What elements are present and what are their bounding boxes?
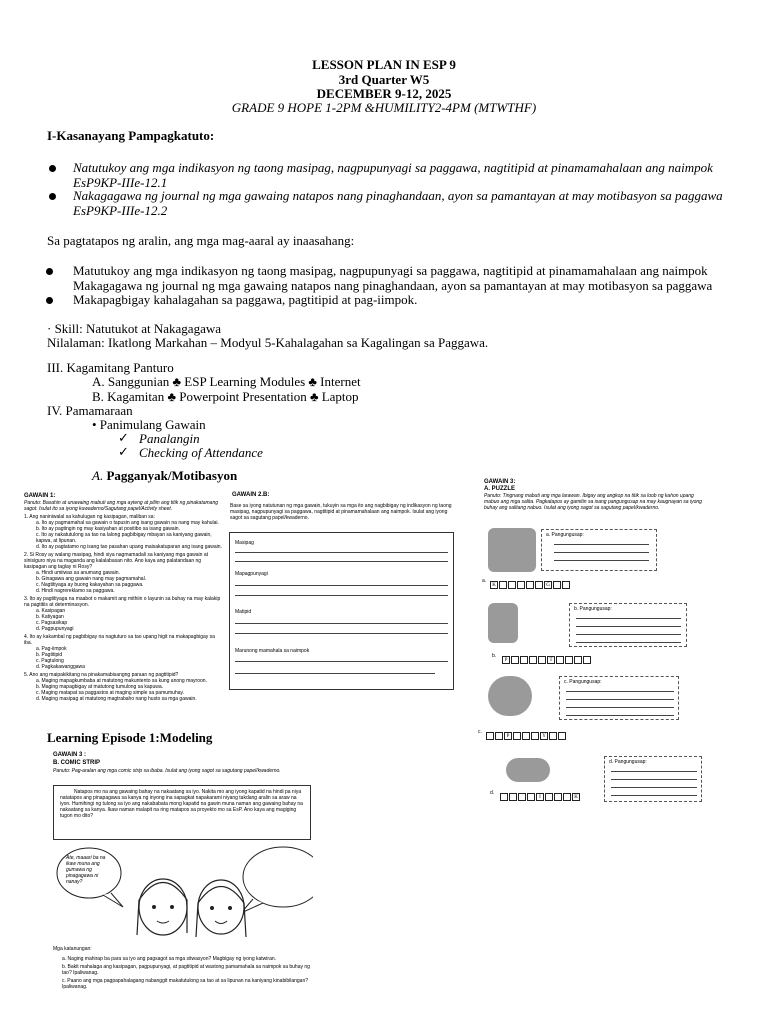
- puzzle-box: [556, 656, 564, 664]
- option: b. Maging mapagbigay at matutong tumulong sa kapuwa.: [36, 684, 164, 690]
- objective-1: [73, 263, 763, 293]
- puzzle-box: [562, 581, 570, 589]
- puzzle-box: P: [504, 732, 512, 740]
- puzzle-box: [495, 732, 503, 740]
- gawain-1-panuto: Panuto: Basahin at unawaing mabuti ang mga ayteng at piliin ang titik ng pinakatamang sagot. Isulat ito sa iyong kuwaderno/Sagutang papel/Activity sheet.: [24, 500, 219, 512]
- puzzle-box: [554, 793, 562, 801]
- pagganyak-heading: [92, 468, 237, 483]
- option: a. Hindi umiiwas sa anumang gawain.: [36, 570, 120, 576]
- check-icon: ✓: [118, 444, 129, 459]
- gawain-1-title: GAWAIN 1:: [24, 493, 56, 499]
- competency-2-code: EsP9KP-IIIe-12.2: [73, 203, 168, 218]
- answer-line: [576, 642, 681, 643]
- puzzle-box: [508, 581, 516, 589]
- competency-1-text: Natutukoy ang mga indikasyon ng taong masipag, nagpupunyagi sa paggawa, nagtitipid at pinamamahalaan ang naimpok: [73, 160, 713, 175]
- header-line-1: LESSON PLAN IN ESP 9: [312, 57, 456, 72]
- objective-2: Makapagbigay kahalagahan sa paggawa, pagtitipid at pag-iimpok.: [73, 292, 418, 307]
- girl-face-right: [198, 880, 244, 934]
- questions-heading: Mga katanungan:: [53, 946, 92, 952]
- answer-line: [576, 634, 681, 635]
- answer-line: [611, 787, 697, 788]
- check-icon: ✓: [118, 430, 129, 445]
- puzzle-box: [486, 732, 494, 740]
- answer-line: [566, 691, 674, 692]
- puzzle-box: [517, 581, 525, 589]
- puzzle-box: [553, 581, 561, 589]
- puzzle-box: [511, 656, 519, 664]
- gawain-3b-sub: B. COMIC STRIP: [53, 760, 101, 766]
- answer-line: [235, 623, 448, 624]
- kagamitan-b: B. Kagamitan ♣ Powerpoint Presentation ♣ Laptop: [92, 389, 359, 404]
- puzzle-box: [535, 581, 543, 589]
- option: b. Katiyagan: [36, 614, 64, 620]
- door-image: [488, 603, 518, 643]
- story-box: [53, 785, 311, 840]
- answer-line: [611, 771, 697, 772]
- question-b: b. Bakit mahalaga ang kasipagan, pagpupunyagi, at pagtitipid at wastong pamamahala sa naimpok sa buhay ng tao? Ipaliwanag.: [62, 964, 310, 976]
- gawain-2-answer-box: [229, 532, 454, 690]
- puzzle-box: [538, 656, 546, 664]
- header-line-3: DECEMBER 9-12, 2025: [316, 86, 452, 101]
- piggy-bank-image: [506, 758, 550, 782]
- puzzle-box: [518, 793, 526, 801]
- puzzle-box: [522, 732, 530, 740]
- sentence-box-c: [559, 676, 679, 720]
- gawain-1-q1: 1. Ang naniniwalal sa kahulugan ng kasipagan, maliban sa:: [24, 514, 155, 520]
- gawain-2-panuto: Base sa iyong natutunan ng mga gawain, tukuyin sa mga ito ang nagbibigay ng indikasyon ng taong masipag, nagpupunyagi sa paggawa, nagtitipid at pinamamahalaan ang naimpok. Isulat ang iyong sagot sa sagutang papel/kwaderno.: [230, 503, 452, 521]
- answer-line: [566, 699, 674, 700]
- puzzle-box: [509, 793, 517, 801]
- answer-line: [611, 795, 697, 796]
- worker-image: [488, 528, 536, 572]
- pagganyak-letter: A.: [92, 468, 104, 483]
- gawain-1-q5-options: [24, 678, 224, 702]
- gawain-1-q1-options: [24, 520, 224, 550]
- panalangin: Panalangin: [139, 431, 200, 446]
- answer-line: [566, 707, 674, 708]
- answer-line: [554, 552, 649, 553]
- puzzle-box: [563, 793, 571, 801]
- bubble-text: Ate, maaari ba na ikaw muna ang gumawa ng pinagagawa ni nanay?: [66, 855, 106, 885]
- answer-line: [235, 552, 448, 553]
- gawain-1-q3: 3. Ito ay pagtitiyaga na maabot o makamit ang mithiin o layunin sa buhay na may kalakip na pagtitiis at determinasyon.: [24, 596, 221, 608]
- option: d. Maging masipag at matutong magtrabaho nang husto sa mga gawain.: [36, 696, 197, 702]
- option: a. Kasipagan: [36, 608, 66, 614]
- gawain-3a-panuto: Panuto: Tingnang mabuti ang mga larawan. Ibigay ang angkop na titik sa loob ng kahon upang mabuo ang mga salita. Pagkatapos ay gamitin sa isang pangungusap na may kaugnayan sa iyong buhay ang salitang nabuo. Isulat ang iyong sagot sa sagutang papel/kwaderno.: [484, 493, 702, 511]
- puzzle-box: Y: [540, 732, 548, 740]
- puzzle-box: [549, 732, 557, 740]
- puzzle-box: P: [502, 656, 510, 664]
- option: b. Ginagawa ang gawain nang may pagmamahal.: [36, 576, 147, 582]
- answer-line: [235, 585, 448, 586]
- kagamitan-a: A. Sanggunian ♣ ESP Learning Modules ♣ Internet: [92, 374, 361, 389]
- option: c. Pagsasikap: [36, 620, 68, 626]
- label-mapagpunyagi: Mapagpunyagi: [235, 571, 268, 577]
- story-text: Natapos mo na ang gawaing bahay na nakaatang sa iyo. Nakita mo ang iyong kapatid na hindi pa niya natatapos ang pinapagawa sa kanya ng inyong ina sapagkat napakarami niyang takdang aralin sa araw na iyon. Humihingi ng tulong sa iyo ang nakababata mong kapatid na gawin muna naman ang gawaing bahay na nakaatang sa kanya. Ikaw naman malapit na ring matapos sa proyekto mo sa EsP. Ano kaya ang magiging tugon mo dito?: [60, 789, 303, 819]
- item-letter-d: d.: [490, 790, 495, 796]
- puzzle-box: [527, 793, 535, 801]
- sentence-label-b: b. Pangungusap:: [574, 606, 612, 612]
- label-marunong: Marunong mamahala sa naimpok: [235, 648, 310, 654]
- puzzle-box: [500, 793, 508, 801]
- header-line-2: 3rd Quarter W5: [338, 72, 430, 87]
- question-a: a. Naging mahirap ba para sa iyo ang pagsagot sa mga sitwasyon? Magbigay ng iyong katwiran.: [62, 956, 277, 962]
- pagganyak-title: Pagganyak/Motibasyon: [106, 468, 238, 483]
- puzzle-box: G: [544, 581, 552, 589]
- option: a. Ito ay pagmamahal sa gawain o tapusin ang isang gawain na nang may kahulai.: [36, 520, 219, 526]
- option: a. Pag-iimpok: [36, 646, 67, 652]
- objective-1-cont: Makagagawa ng journal ng mga gawaing natapos nang pinaghandaan, ayon sa pamantayan at may motibasyon sa paggawa: [73, 278, 713, 293]
- pamamaraan-heading: IV. Pamamaraan: [47, 403, 133, 418]
- option: a. Maging mapagkumbaba at matutong makuntento sa kung anong mayroon.: [36, 678, 207, 684]
- gawain-3b-panuto: Panuto: Pag-aralan ang mga comic strip sa ibaba. Isulat ang iyong sagot sa sagutang papel/kwaderno.: [53, 768, 281, 774]
- option: c. Nagtitiyaga ay buong kakayahan sa paggawa.: [36, 582, 144, 588]
- puzzle-box: [513, 732, 521, 740]
- item-letter-a: a.: [482, 578, 487, 584]
- competency-2: [73, 188, 763, 218]
- modeling-heading: Learning Episode 1:Modeling: [47, 730, 213, 745]
- question-c: c. Paano ang mga pagpapahalagang nabanggit makatutulong sa tao at sa lipunan na kaniyang kinabibilangan? Ipaliwanag.: [62, 978, 309, 990]
- puzzle-box: [526, 581, 534, 589]
- sentence-label-a: a. Pangungusap:: [546, 532, 584, 538]
- puzzle-box: [520, 656, 528, 664]
- kagamitan-heading: III. Kagamitang Panturo: [47, 360, 174, 375]
- label-masipag: Masipag: [235, 540, 254, 546]
- option: c. Maging matapat sa paggastos at maging simple sa pamumuhay.: [36, 690, 185, 696]
- nilalaman-line: Nilalaman: Ikatlong Markahan – Modyul 5-Kahalagahan sa Kagalingan sa Paggawa.: [47, 335, 489, 350]
- sentence-box-a: [541, 529, 657, 571]
- objective-1-text: Matutukoy ang mga indikasyon ng taong masipag, nagpupunyagi sa paggawa, nagtitipid at pinamamahalaan ang naimpok: [73, 263, 708, 278]
- option: c. Pagtulong: [36, 658, 64, 664]
- label-matipid: Matipid: [235, 609, 252, 615]
- answer-line: [554, 544, 649, 545]
- puzzle-box: [565, 656, 573, 664]
- option: d. Pagkakawanggawa: [36, 664, 85, 670]
- gawain-1-q4: 4. Ito ay kakambal ng pagbibigay na nagtuturo sa tao upang higit na makapagbigay sa iba.: [24, 634, 215, 646]
- gawain-1-q2-options: [24, 570, 224, 594]
- answer-line: [576, 626, 681, 627]
- section-heading-kasanayan: I-Kasanayang Pampagkatuto:: [47, 128, 215, 143]
- answer-line: [566, 715, 674, 716]
- puzzle-row-b: [502, 651, 592, 669]
- wheelchair-image: [488, 676, 532, 716]
- answer-line: [235, 633, 448, 634]
- puzzle-box: I: [536, 793, 544, 801]
- answer-line: [235, 561, 448, 562]
- item-letter-b: b.: [492, 653, 497, 659]
- puzzle-box: [583, 656, 591, 664]
- puzzle-box: [545, 793, 553, 801]
- speech-bubble-right: [243, 847, 313, 907]
- puzzle-box: T: [547, 656, 555, 664]
- competency-2-text: Nakagagawa ng journal ng mga gawaing natapos nang pinaghandaan, ayon sa pamantayan at may motibasyon sa paggawa: [73, 188, 723, 203]
- item-letter-c: c.: [478, 729, 482, 735]
- option: b. Ito ay pagtingin ng may kasiyahan at positibo sa isang gawain.: [36, 526, 180, 532]
- panimulang-gawain: • Panimulang Gawain: [92, 417, 206, 432]
- puzzle-box: [558, 732, 566, 740]
- bullet-icon: [49, 193, 56, 200]
- answer-line: [235, 595, 448, 596]
- competency-1: [73, 160, 753, 190]
- answer-line: [235, 673, 435, 674]
- puzzle-box: [529, 656, 537, 664]
- gawain-3a-sub: A. PUZZLE: [484, 486, 515, 492]
- gawain-1-worksheet: [24, 493, 224, 705]
- option: d. Ito ay pagtatamo ng isang tao pasahan upang maisakatuparan ang isang gawain.: [36, 544, 222, 550]
- gawain-1-q3-options: [24, 608, 224, 632]
- skill-line: · Skill: Natutukot at Nakagagawa: [47, 321, 222, 336]
- puzzle-row-c: [486, 727, 567, 745]
- puzzle-box: [499, 581, 507, 589]
- puzzle-box: [574, 656, 582, 664]
- gawain-3b-title: GAWAIN 3 :: [53, 752, 87, 758]
- gawain-3a-title: GAWAIN 3:: [484, 479, 516, 485]
- sentence-label-d: d. Pangungusap:: [609, 759, 647, 765]
- option: d. Pagpupunyagi: [36, 626, 74, 632]
- bullet-icon: [49, 165, 56, 172]
- bullet-icon: [46, 297, 53, 304]
- puzzle-box: K: [490, 581, 498, 589]
- competency-1-code: EsP9KP-IIIe-12.1: [73, 175, 168, 190]
- objectives-intro: Sa pagtatapos ng aralin, ang mga mag-aaral ay inaasahang:: [47, 233, 355, 248]
- puzzle-box: [531, 732, 539, 740]
- bullet-icon: [46, 268, 53, 275]
- option: d. Hindi nagrereklamo sa paggawa.: [36, 588, 115, 594]
- gawain-1-q4-options: [24, 646, 224, 670]
- answer-line: [554, 560, 649, 561]
- option: b. Pagtitipid: [36, 652, 63, 658]
- sentence-box-b: [569, 603, 687, 647]
- questions-list: [62, 956, 312, 990]
- checking-attendance: Checking of Attendance: [139, 445, 263, 460]
- sentence-box-d: [604, 756, 702, 802]
- answer-line: [611, 779, 697, 780]
- gawain-2-title: GAWAIN 2.B:: [232, 492, 270, 498]
- gawain-1-q2: 2. Si Rosy ay walang masipag, hindi siya nagmamadali sa kaniyang mga gawain at sinisiguro niya na maganda ang kalalabasan nito. Ano kaya ang palatandaan ng kasipagan ang taglay ni Rosy?: [24, 552, 208, 570]
- puzzle-row-a: [490, 576, 571, 594]
- puzzle-row-d: [500, 788, 581, 806]
- answer-line: [235, 661, 448, 662]
- answer-line: [576, 618, 681, 619]
- option: c. Ito ay nakatutulong sa tao na lalong pagbibigay mbayan sa kaniyang gawain, kapwa, at lipunan.: [36, 532, 212, 544]
- sentence-label-c: c. Pangungusap:: [564, 679, 602, 685]
- girl-face-left: [139, 879, 187, 935]
- gawain-1-q5: 5. Ano ang maipakikitang na pinakamabisangng paraan ng pagtitipid?: [24, 672, 179, 678]
- puzzle-box: K: [572, 793, 580, 801]
- header-line-4: GRADE 9 HOPE 1-2PM &HUMILITY2-4PM (MTWTHF): [231, 100, 537, 115]
